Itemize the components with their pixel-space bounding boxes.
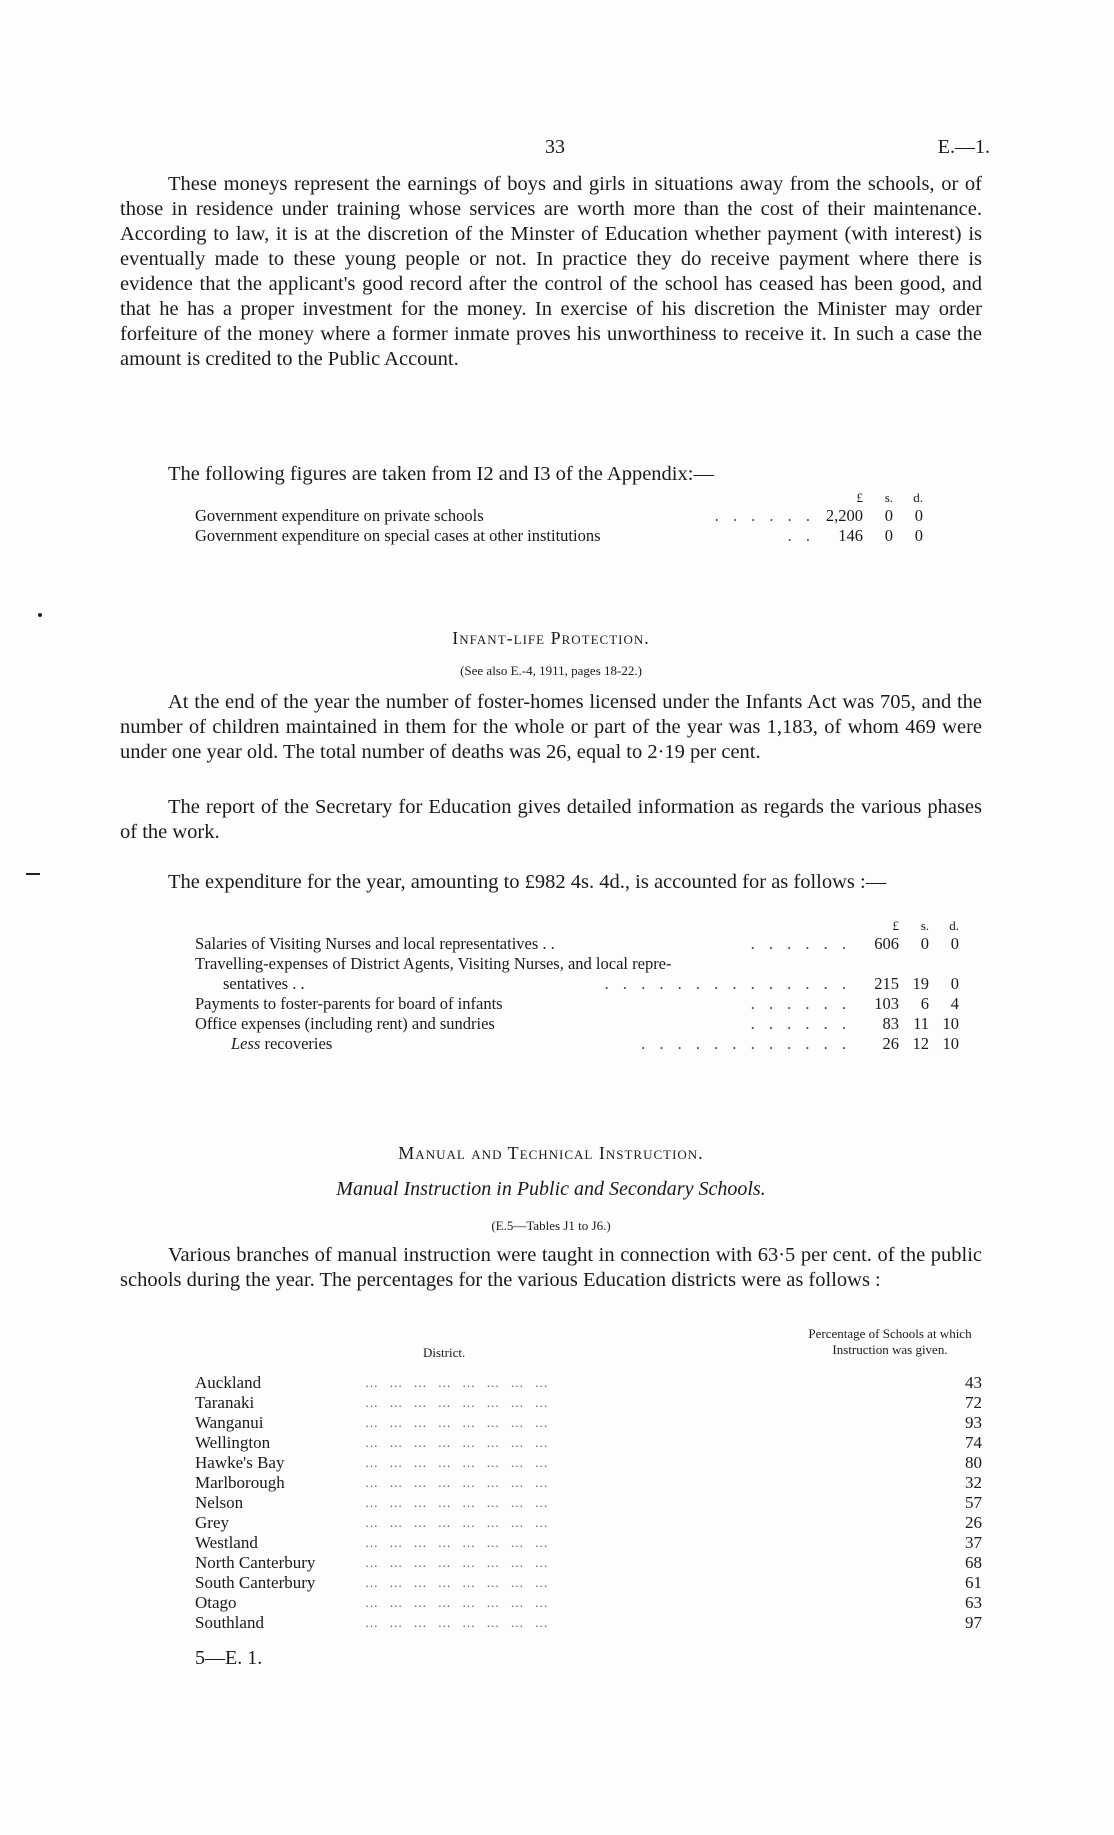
expenditure-row	[195, 1014, 959, 1034]
money-header-row	[195, 918, 959, 934]
shillings-value: 0	[920, 934, 929, 953]
leader-dots: … … … … … … … …	[365, 1375, 552, 1390]
district-row	[195, 1613, 1005, 1633]
district-name: Grey	[195, 1513, 229, 1532]
shillings-value: 11	[913, 1014, 929, 1033]
pence-header: d.	[949, 918, 959, 933]
leader-dots: . . . . . . . . . . . . . .	[604, 974, 851, 993]
page-number: 33	[545, 136, 565, 158]
district-percentage: 57	[965, 1493, 982, 1512]
expenditure-label: Salaries of Visiting Nurses and local representatives . .	[195, 934, 555, 953]
leader-dots: . . . . . .	[750, 994, 851, 1013]
district-percentage: 72	[965, 1393, 982, 1412]
district-name: Taranaki	[195, 1393, 255, 1412]
district-percentage: 32	[965, 1473, 982, 1492]
district-percentage: 80	[965, 1453, 982, 1472]
pounds-header: £	[892, 918, 899, 933]
infant-paragraph-2: The report of the Secretary for Education gives detailed information as regards the various phases of the work.	[120, 796, 982, 843]
infant-life-note: (See also E.-4, 1911, pages 18-22.)	[460, 663, 642, 678]
expenditure-row	[195, 974, 959, 994]
leader-dots: . . . . . .	[714, 506, 815, 525]
district-row	[195, 1413, 1005, 1433]
expenditure-label: Payments to foster-parents for board of infants	[195, 994, 503, 1013]
manual-instruction-note: (E.5—Tables J1 to J6.)	[491, 1218, 611, 1233]
district-name: Marlborough	[195, 1473, 285, 1492]
document-reference: E.—1.	[937, 136, 990, 158]
district-name: Southland	[195, 1613, 264, 1632]
margin-mark	[38, 613, 42, 617]
expenditure-label: sentatives . .	[223, 974, 305, 993]
pounds-value: 2,200	[825, 506, 863, 525]
leader-dots: … … … … … … … …	[365, 1555, 552, 1570]
expenditure-row	[195, 506, 923, 526]
leader-dots: … … … … … … … …	[365, 1475, 552, 1490]
infant-life-heading: Infant-life Protection.	[452, 628, 650, 648]
district-percentage: 37	[965, 1533, 982, 1552]
pounds-header: £	[856, 490, 863, 505]
manual-technical-heading: Manual and Technical Instruction.	[398, 1143, 704, 1163]
shillings-value: 0	[884, 506, 893, 525]
district-percentage: 68	[965, 1553, 982, 1572]
district-percentage-table	[195, 1373, 1005, 1633]
district-row	[195, 1513, 1005, 1533]
district-percentage: 74	[965, 1433, 982, 1452]
page-footer: 5—E. 1.	[195, 1647, 263, 1669]
district-row	[195, 1573, 1005, 1593]
district-percentage: 43	[965, 1373, 982, 1392]
district-name: Hawke's Bay	[195, 1453, 285, 1472]
infant-paragraph-1: At the end of the year the number of foster-homes licensed under the Infants Act was 705, and the number of children maintained in them for the whole or part of the year was 1,183, of whom 469 were under one year old. The total number of deaths was 26, equal to 2·19 per cent.	[120, 691, 982, 763]
shillings-value: 19	[912, 974, 929, 993]
district-row	[195, 1433, 1005, 1453]
shillings-value: 6	[920, 994, 929, 1013]
leader-dots: . . . . . .	[750, 934, 851, 953]
pence-header: d.	[913, 490, 923, 505]
pence-value: 0	[950, 934, 959, 953]
pence-value: 0	[950, 974, 959, 993]
district-row	[195, 1493, 1005, 1513]
district-row	[195, 1473, 1005, 1493]
district-name: Otago	[195, 1593, 237, 1612]
district-name: Wanganui	[195, 1413, 264, 1432]
district-percentage: 97	[965, 1613, 982, 1632]
pounds-value: 26	[882, 1034, 899, 1053]
district-percentage: 63	[965, 1593, 982, 1612]
leader-dots: … … … … … … … …	[365, 1535, 552, 1550]
district-name: South Canterbury	[195, 1573, 316, 1592]
leader-dots: … … … … … … … …	[365, 1495, 552, 1510]
pounds-value: 146	[838, 526, 863, 545]
pence-value: 4	[950, 994, 959, 1013]
pence-value: 10	[942, 1034, 959, 1053]
pence-value: 0	[914, 526, 923, 545]
shillings-value	[899, 954, 929, 974]
leader-dots: … … … … … … … …	[365, 1455, 552, 1470]
page-header	[120, 136, 990, 162]
district-row	[195, 1593, 1005, 1613]
expenditure-label: Travelling-expenses of District Agents, Visiting Nurses, and local repre-	[195, 954, 672, 973]
leader-dots: … … … … … … … …	[365, 1515, 552, 1530]
shillings-value: 12	[912, 1034, 929, 1053]
intro-paragraph: These moneys represent the earnings of boys and girls in situations away from the schools, or of those in residence under training whose services are worth more than the cost of their maintenance. According to law, it is at the discretion of the Minster of Education whether payment (with interest) is eventually made to these young people or not. In practice they do receive payment where there is evidence that the applicant's good record after the control of the school has ceased has been good, and that he has a proper investment for the money. In exercise of his discretion the Minister may order forfeiture of the money where a former inmate proves his unworthiness to receive it. In such a case the amount is credited to the Public Account.	[120, 173, 982, 370]
manual-paragraph: Various branches of manual instruction were taught in connection with 63·5 per cent. of the public schools during the year. The percentages for the various Education districts were as follows :	[120, 1244, 982, 1291]
expenditure-label: Government expenditure on private schools	[195, 506, 484, 525]
expenditure-row	[195, 934, 959, 954]
leader-dots: … … … … … … … …	[365, 1435, 552, 1450]
manual-instruction-subheading: Manual Instruction in Public and Secondary Schools.	[336, 1178, 766, 1200]
district-row	[195, 1553, 1005, 1573]
leader-dots: … … … … … … … …	[365, 1395, 552, 1410]
district-row	[195, 1453, 1005, 1473]
appendix-expenditure-table	[195, 490, 923, 546]
district-percentage: 26	[965, 1513, 982, 1532]
expenditure-row	[195, 1034, 959, 1054]
district-name: Westland	[195, 1533, 258, 1552]
district-column-header: District.	[423, 1345, 466, 1360]
appendix-intro: The following figures are taken from I2 and I3 of the Appendix:—	[168, 463, 714, 485]
leader-dots: … … … … … … … …	[365, 1415, 552, 1430]
percentage-column-header: Percentage of Schools at which Instruction was given.	[808, 1326, 972, 1357]
district-name: North Canterbury	[195, 1553, 316, 1572]
pence-value	[929, 954, 959, 974]
shillings-header: s.	[884, 490, 893, 505]
expenditure-row	[195, 994, 959, 1014]
district-row	[195, 1373, 1005, 1393]
pence-value: 10	[942, 1014, 959, 1033]
pounds-value: 83	[882, 1014, 899, 1033]
district-name: Auckland	[195, 1373, 262, 1392]
expenditure-label: Less recoveries	[231, 1034, 333, 1053]
shillings-value: 0	[884, 526, 893, 545]
district-row	[195, 1533, 1005, 1553]
pounds-value	[851, 954, 899, 974]
district-name: Wellington	[195, 1433, 271, 1452]
leader-dots: . . . . . . . . . . . .	[641, 1034, 851, 1053]
district-percentage: 61	[965, 1573, 982, 1592]
leader-dots: . .	[787, 526, 815, 545]
expenditure-label: Government expenditure on special cases at other institutions	[195, 526, 601, 545]
leader-dots: . . . . . .	[750, 1014, 851, 1033]
infant-expenditure-table	[195, 918, 959, 1054]
pounds-value: 215	[874, 974, 899, 993]
district-row	[195, 1393, 1005, 1413]
leader-dots: … … … … … … … …	[365, 1575, 552, 1590]
pence-value: 0	[914, 506, 923, 525]
pounds-value: 606	[874, 934, 899, 953]
expenditure-row	[195, 526, 923, 546]
district-name: Nelson	[195, 1493, 244, 1512]
margin-mark	[26, 873, 40, 875]
money-header-row	[195, 490, 923, 506]
shillings-header: s.	[920, 918, 929, 933]
leader-dots: … … … … … … … …	[365, 1615, 552, 1630]
infant-paragraph-3: The expenditure for the year, amounting to £982 4s. 4d., is accounted for as follows :—	[168, 871, 887, 893]
leader-dots: … … … … … … … …	[365, 1595, 552, 1610]
expenditure-row	[195, 954, 959, 974]
district-percentage: 93	[965, 1413, 982, 1432]
expenditure-label: Office expenses (including rent) and sundries	[195, 1014, 495, 1033]
pounds-value: 103	[874, 994, 899, 1013]
